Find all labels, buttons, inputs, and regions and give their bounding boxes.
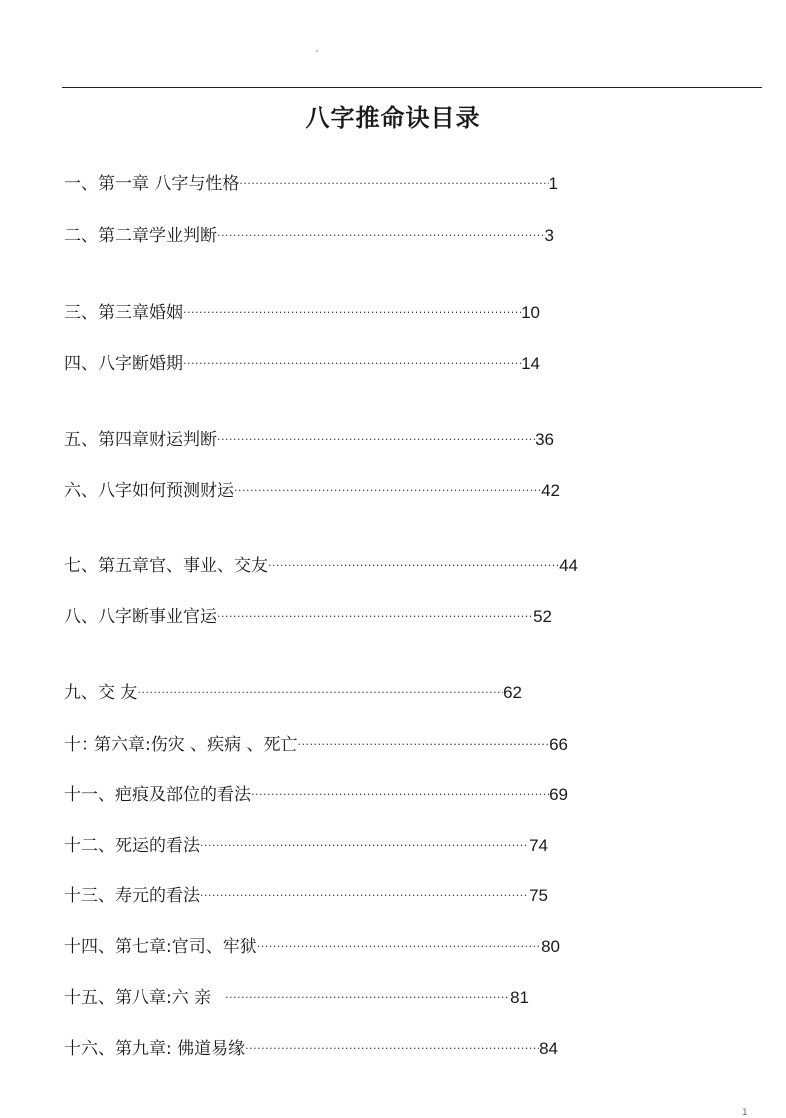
- toc-leader-dots: [257, 937, 541, 957]
- toc-entry-label: 第五章官、事业、交友: [98, 556, 268, 576]
- toc-entry-label: 死运的看法: [115, 836, 200, 856]
- toc-entry-label: 疤痕及部位的看法: [115, 785, 251, 805]
- toc-entry-label: 八字断事业官运: [98, 607, 217, 627]
- toc-entry-number: 七、: [64, 556, 98, 576]
- toc-entry-label: 第三章婚姻: [98, 303, 183, 323]
- toc-entry-page: 1: [548, 174, 558, 193]
- corner-mark: 1: [742, 1108, 748, 1118]
- toc-entry-number: 十二、: [64, 836, 115, 856]
- toc-entry: [64, 878, 548, 906]
- toc-leader-dots: [200, 886, 529, 906]
- toc-entry-label: 八字如何预测财运: [98, 481, 234, 501]
- toc-entry-page: 36: [535, 430, 554, 449]
- toc-entry: [64, 346, 540, 374]
- toc-entry-page: 84: [539, 1039, 558, 1058]
- toc-entry: [64, 980, 529, 1008]
- toc-entry-page: 52: [533, 607, 552, 626]
- toc-entry-number: 十六、: [64, 1039, 115, 1059]
- toc-entry-page: 81: [510, 988, 529, 1007]
- toc-leader-dots: [200, 836, 529, 856]
- toc-entry-number: 十五、: [64, 988, 115, 1008]
- toc-entry-number: 三、: [64, 303, 98, 323]
- scan-speck: [316, 50, 318, 52]
- toc-entry: [64, 295, 540, 323]
- toc-entry: [64, 727, 568, 755]
- toc-entry-page: 66: [549, 735, 568, 754]
- toc-entry-page: 80: [541, 937, 560, 956]
- toc-entry-page: 62: [503, 683, 522, 702]
- toc-leader-dots: [183, 303, 521, 323]
- toc-entry: [64, 473, 560, 501]
- toc-leader-dots: [245, 1039, 539, 1059]
- toc-leader-dots: [234, 481, 541, 501]
- toc-leader-dots: [217, 226, 545, 246]
- toc-leader-dots: [239, 174, 548, 194]
- toc-entry-label: 第七章:官司、牢狱: [115, 937, 257, 957]
- toc-entry-number: 六、: [64, 481, 98, 501]
- toc-entry: [64, 548, 578, 576]
- toc-entry-number: 四、: [64, 354, 98, 374]
- toc-entry: [64, 675, 522, 703]
- page-title: 八字推命诀目录: [305, 104, 481, 132]
- toc-entry: [64, 1031, 558, 1059]
- toc-entry-page: 42: [541, 481, 560, 500]
- toc-leader-dots: [217, 430, 535, 450]
- toc-entry-number: 十：: [64, 735, 98, 755]
- toc-entry: [64, 166, 558, 194]
- toc-leader-dots: [251, 785, 549, 805]
- toc-entry: [64, 422, 554, 450]
- top-divider: [62, 87, 762, 88]
- toc-entry-label: 第八章:六 亲: [115, 988, 212, 1008]
- toc-leader-dots: [183, 354, 521, 374]
- toc-entry-label: 八字断婚期: [98, 354, 183, 374]
- toc-entry-page: 3: [544, 226, 554, 245]
- toc-entry-number: 十三、: [64, 886, 115, 906]
- toc-entry-label: 第六章:伤灾 、疾病 、死亡: [94, 735, 298, 755]
- toc-entry-label: 寿元的看法: [115, 886, 200, 906]
- toc-entry: [64, 599, 552, 627]
- toc-entry-page: 14: [521, 354, 540, 373]
- toc-leader-dots: [225, 988, 510, 1008]
- toc-entry-page: 10: [521, 303, 540, 322]
- toc-entry-number: 五、: [64, 430, 98, 450]
- toc-entry-number: 八、: [64, 607, 98, 627]
- toc-entry-number: 一、: [64, 174, 98, 194]
- toc-entry-page: 74: [529, 836, 548, 855]
- toc-entry-number: 二、: [64, 226, 98, 246]
- toc-leader-dots: [298, 735, 550, 755]
- toc-entry-label: 第九章: 佛道易缘: [115, 1039, 246, 1059]
- toc-entry-label: 第四章财运判断: [98, 430, 217, 450]
- toc-entry-page: 44: [559, 556, 578, 575]
- toc-entry-number: 十四、: [64, 937, 115, 957]
- toc-entry-label: 交 友: [98, 683, 138, 703]
- toc-entry: [64, 218, 554, 246]
- toc-entry-number: 九、: [64, 683, 98, 703]
- toc-entry: [64, 777, 568, 805]
- toc-entry-label: 第一章 八字与性格: [98, 174, 240, 194]
- toc-entry: [64, 828, 548, 856]
- toc-entry-page: 75: [529, 886, 548, 905]
- toc-leader-dots: [268, 556, 559, 576]
- toc-entry-number: 十一、: [64, 785, 115, 805]
- toc-entry: [64, 929, 560, 957]
- toc-leader-dots: [217, 607, 533, 627]
- toc-entry-label: 第二章学业判断: [98, 226, 217, 246]
- toc-entry-page: 69: [549, 785, 568, 804]
- toc-leader-dots: [137, 683, 503, 703]
